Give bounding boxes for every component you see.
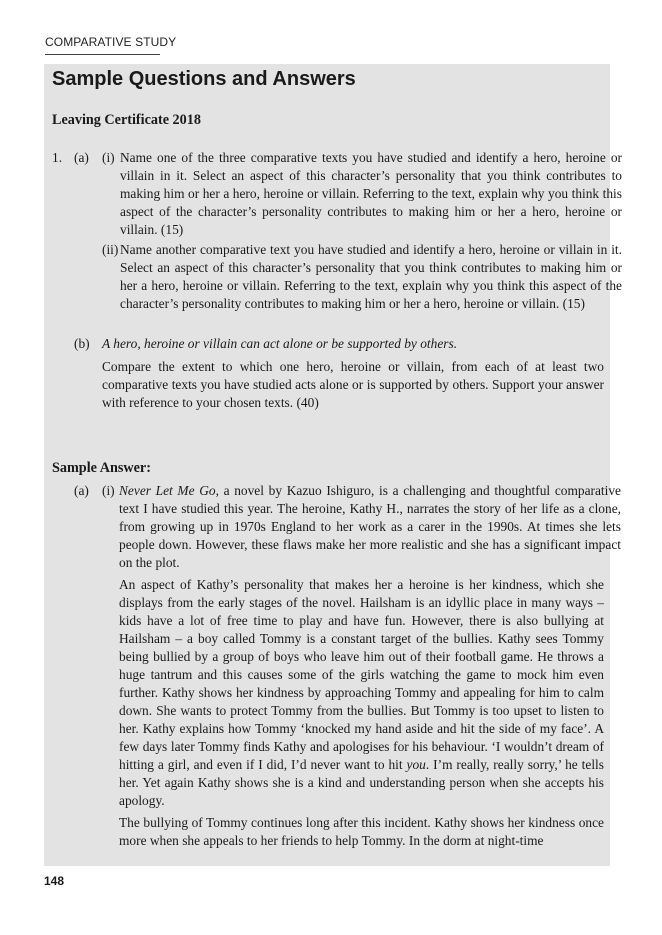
question-b-text: Compare the extent to which one hero, heroine or villain, from each of at least two comparative texts you have studied acts alone or is supported by others. Support your answer with reference to your chosen texts. (40)	[102, 359, 604, 410]
numeral-ii: (ii)	[102, 242, 119, 257]
question-a-ii-text: Name another comparative text you have studied and identify a hero, heroine or villain in it. Select an aspect of this character’s personality that you think contributes to making him or her a hero, heroine or villain. Referring to the text, explain why you think this aspect of the character’s personality contributes to making him or her a hero, heroine or villain. (15)	[120, 242, 622, 311]
answer-para-2-emphasis: you	[406, 757, 426, 772]
question-a-ii	[102, 241, 622, 313]
section-title: Sample Questions and Answers	[52, 68, 356, 90]
part-a-label: (a)	[74, 150, 89, 165]
question-b-prompt	[102, 335, 604, 353]
question-b-prompt-text: A hero, heroine or villain can act alone or be supported by others.	[102, 336, 458, 351]
answer-para-2-text-a: An aspect of Kathy’s personality that makes her a heroine is her kindness, which she displays from the early stages of the novel. Hailsham is an idyllic place in many ways – kids have a lot of free time to play and have fun. However, there is also bullying at Hailsham – a boy called Tommy is a constant target of the bullies. Kathy sees Tommy being bullied by a group of boys who leave him out of their football game. He throws a huge tantrum and this causes some of the girls watching the game to mock him even further. Kathy shows her kindness by approaching Tommy and appealing for him to calm down. She wants to protect Tommy from the bullies. But Tommy is too upset to listen to her. Kathy explains how Tommy ‘knocked my hand aside and hit the side of my face’. A few days later Tommy finds Kathy and apologises for his behaviour. ‘I wouldn’t dream of hitting a girl, and even if I did, I’d never want to hit	[119, 577, 604, 772]
running-head-rule	[45, 54, 160, 55]
running-head: COMPARATIVE STUDY	[45, 35, 177, 49]
answer-para-3: The bullying of Tommy continues long after this incident. Kathy shows her kindness once more when she appeals to her friends to help Tommy. In the dorm at night-time	[119, 815, 604, 848]
numeral-i: (i)	[102, 150, 115, 165]
answer-para-1-text: , a novel by Kazuo Ishiguro, is a challenging and thoughtful comparative text I have studied this year. The heroine, Kathy H., narrates the story of her life as a clone, from growing up in 1970s England to her work as a carer in the 1990s. At times she lets people down. However, these flaws make her more realistic and she has a significant impact on the plot.	[119, 483, 622, 570]
sample-answer-heading: Sample Answer:	[52, 460, 151, 476]
answer-para-2	[119, 576, 604, 810]
novel-title: Never Let Me Go	[119, 483, 216, 498]
question-a-i-text: Name one of the three comparative texts you have studied and identify a hero, heroine or villain in it. Select an aspect of this character’s personality that you think contributes to making him or her a hero, heroine or villain. Referring to the text, explain why you think this aspect of the character’s personality contributes to making him or her a hero, heroine or villain. (15)	[120, 150, 622, 237]
page-number: 148	[44, 874, 65, 888]
answer-para-1	[102, 482, 621, 572]
exam-heading: Leaving Certificate 2018	[52, 112, 201, 128]
question-number: 1.	[52, 150, 63, 165]
question-a-i	[102, 149, 622, 239]
answer-para-2-text-b: . I’m really, really sorry,’ he tells her. Yet again Kathy shows she is a kind and understanding person when she accepts his apology.	[119, 757, 604, 808]
answer-numeral-i: (i)	[102, 483, 115, 498]
answer-part-label: (a)	[74, 483, 89, 498]
part-b-label: (b)	[74, 336, 90, 351]
